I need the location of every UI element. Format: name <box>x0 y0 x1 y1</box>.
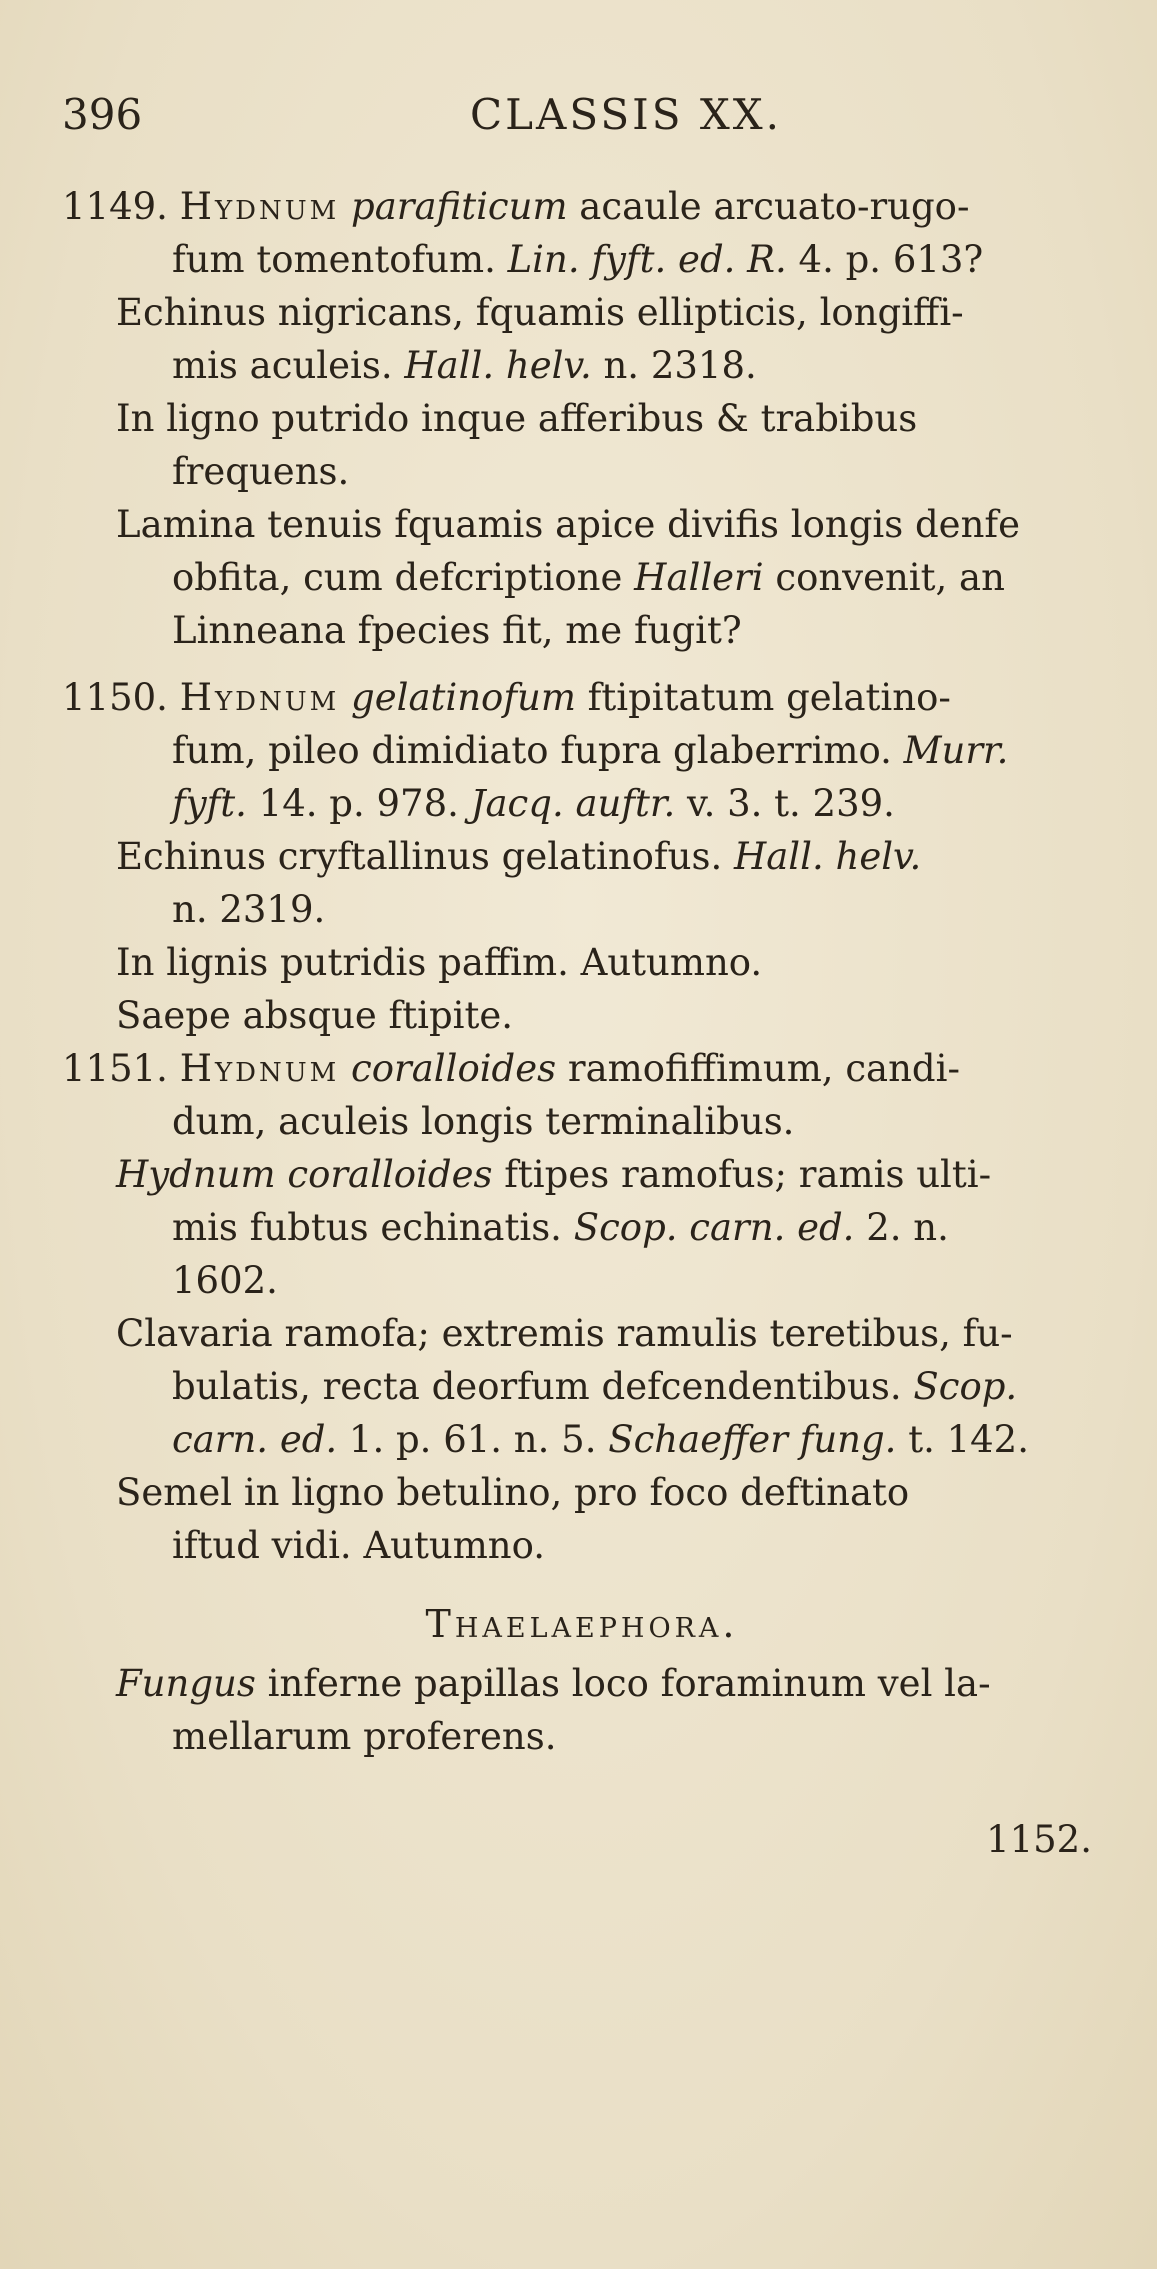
description-line <box>62 724 1102 777</box>
text: 4. p. 613? <box>786 238 984 281</box>
text: mis aculeis. <box>172 344 405 387</box>
citation: fyft. <box>172 782 247 825</box>
citation: Lin. fyft. ed. R. <box>507 238 787 281</box>
note-line <box>62 551 1102 604</box>
page-header <box>62 90 1097 150</box>
text: v. 3. t. 239. <box>675 782 895 825</box>
citation: Jacq. auftr. <box>470 782 676 825</box>
description-line <box>62 233 1102 286</box>
text: 1. p. 61. n. 5. <box>337 1418 609 1461</box>
citation: Hall. helv. <box>733 835 922 878</box>
synonym-line <box>62 1148 1102 1201</box>
note-line: Saepe absque ftipite. <box>116 994 513 1037</box>
synonym-line: Echinus nigricans, fquamis ellipticis, longiffi- <box>116 291 964 334</box>
running-head: CLASSIS XX. <box>470 90 783 139</box>
habitat-line: iftud vidi. Autumno. <box>172 1524 545 1567</box>
species-name: gelatinofum <box>351 676 576 719</box>
description-line: dum, aculeis longis terminalibus. <box>172 1100 795 1143</box>
section-title: Thaelaephora. <box>425 1602 739 1646</box>
species-name: parafiticum <box>351 185 568 228</box>
spacer <box>62 657 1102 671</box>
text: fum, pileo dimidiato fupra glaberrimo. <box>172 729 904 772</box>
text: obfita, cum defcriptione <box>172 556 635 599</box>
entry-1150 <box>62 671 1102 1042</box>
text: 2. n. <box>854 1206 949 1249</box>
citation: Hall. helv. <box>404 344 592 387</box>
entry-number: 1151. <box>62 1047 168 1090</box>
citation: Fungus <box>116 1662 256 1705</box>
synonym-line <box>62 1360 1102 1413</box>
synonym-line: 1602. <box>172 1259 278 1302</box>
synonym-line <box>62 339 1102 392</box>
text: convenit, an <box>763 556 1005 599</box>
page-body <box>62 180 1102 1866</box>
description-text: acaule arcuato-rugo- <box>567 185 970 228</box>
text: fum tomentofum. <box>172 238 508 281</box>
entry-number: 1150. <box>62 676 168 719</box>
synonym-line: Clavaria ramofa; extremis ramulis teretibus, fu- <box>116 1312 1013 1355</box>
species-name: coralloides <box>351 1047 557 1090</box>
citation: Scop. carn. ed. <box>573 1206 855 1249</box>
text: bulatis, recta deorfum defcendentibus. <box>172 1365 914 1408</box>
text: mis fubtus echinatis. <box>172 1206 574 1249</box>
text: n. 2318. <box>591 344 757 387</box>
note-line: Lamina tenuis fquamis apice divifis longis denfe <box>116 503 1020 546</box>
synonym-line <box>62 1413 1102 1466</box>
genus-definition <box>62 1657 1102 1763</box>
text: 14. p. 978. <box>246 782 471 825</box>
citation: Halleri <box>634 556 764 599</box>
description-line <box>62 777 1102 830</box>
synonym-line <box>62 1201 1102 1254</box>
citation: Hydnum coralloides <box>116 1153 493 1196</box>
genus-name: Hydnum <box>179 676 340 719</box>
synonym-line <box>62 830 1102 883</box>
habitat-line: frequens. <box>172 450 350 493</box>
entry-heading <box>62 671 1102 724</box>
text: ftipes ramofus; ramis ulti- <box>492 1153 992 1196</box>
genus-name: Hydnum <box>179 1047 340 1090</box>
citation: Scop. <box>913 1365 1018 1408</box>
habitat-line: In lignis putridis paffim. Autumno. <box>116 941 763 984</box>
synonym-line: n. 2319. <box>172 888 326 931</box>
citation: Murr. <box>903 729 1009 772</box>
citation: carn. ed. <box>172 1418 338 1461</box>
entry-1151 <box>62 1042 1102 1572</box>
entry-1149 <box>62 180 1102 657</box>
description-text: ramofiffimum, candi- <box>556 1047 960 1090</box>
genus-name: Hydnum <box>179 185 340 228</box>
definition-line <box>62 1657 1102 1710</box>
description-text: ftipitatum gelatino- <box>575 676 951 719</box>
text: inferne papillas loco foraminum vel la- <box>255 1662 991 1705</box>
note-line: Linneana fpecies fit, me fugit? <box>172 609 742 652</box>
entry-heading <box>62 1042 1102 1095</box>
definition-line: mellarum proferens. <box>172 1715 557 1758</box>
entry-number: 1149. <box>62 185 168 228</box>
citation: Schaeffer fung. <box>608 1418 897 1461</box>
text: Echinus cryftallinus gelatinofus. <box>116 835 734 878</box>
text: t. 142. <box>896 1418 1029 1461</box>
catchword: 1152. <box>986 1818 1092 1861</box>
entry-heading <box>62 180 1102 233</box>
habitat-line: Semel in ligno betulino, pro foco deftinato <box>116 1471 910 1514</box>
page-number: 396 <box>62 90 143 139</box>
habitat-line: In ligno putrido inque afferibus & trabibus <box>116 397 918 440</box>
